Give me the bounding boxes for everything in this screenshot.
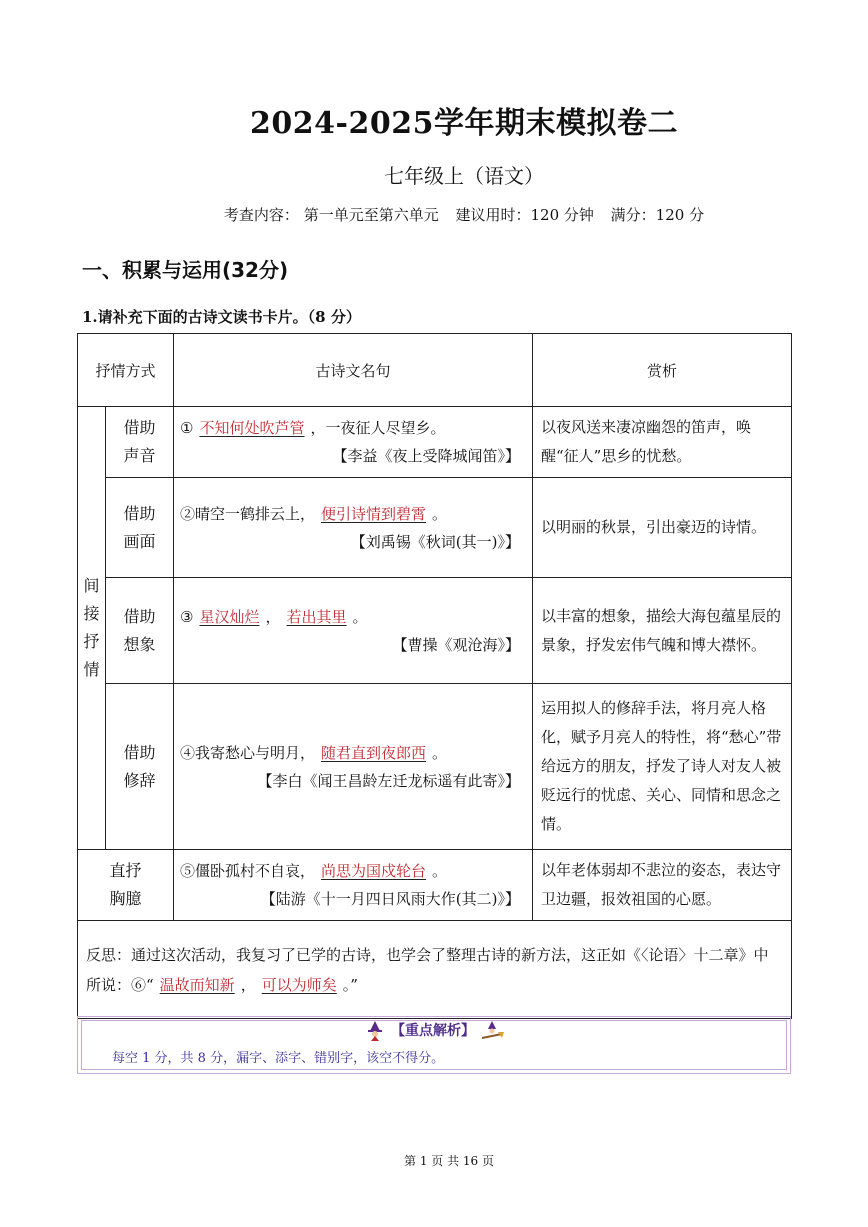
analysis-text: 每空 1 分，共 8 分，漏字、添字、错别字，该空不得分。 bbox=[112, 1051, 445, 1066]
exam-scope: 考查内容： 第一单元至第六单元 bbox=[223, 206, 439, 224]
question-1: 1.请补充下面的古诗文读书卡片。（8 分） bbox=[82, 308, 361, 326]
poem-source: 【刘禹锡《秋词(其一)》】 bbox=[350, 532, 521, 551]
poem-line: ① 不知何处吹芦管 ，一夜征人尽望乡。 bbox=[180, 419, 446, 437]
section-title: 一、积累与运用(32分) bbox=[82, 258, 289, 282]
answer-blank: 若出其里 bbox=[286, 607, 347, 626]
poem-cell bbox=[174, 850, 533, 921]
table-row bbox=[78, 407, 792, 478]
poem-cell bbox=[174, 407, 533, 478]
appreciation-cell: 以年老体弱却不悲泣的姿态，表达守卫边疆，报效祖国的心愿。 bbox=[533, 850, 792, 921]
analysis-box bbox=[77, 1016, 791, 1074]
answer-blank: 便引诗情到碧霄 bbox=[321, 504, 427, 523]
witch-icon bbox=[364, 1020, 386, 1042]
method-label: 直抒 胸臆 bbox=[78, 850, 174, 921]
table-row bbox=[78, 850, 792, 921]
exam-subtitle: 七年级上（语文） bbox=[384, 164, 544, 188]
poem-line: ④我寄愁心与明月， 随君直到夜郎西 。 bbox=[180, 743, 448, 762]
page-footer: 第 1 页 共 16 页 bbox=[404, 1154, 494, 1168]
method-label: 借助 修辞 bbox=[106, 684, 174, 850]
exam-score: 满分：120 分 bbox=[610, 206, 705, 224]
answer-blank: 随君直到夜郎西 bbox=[321, 743, 427, 762]
method-label: 借助 声音 bbox=[106, 407, 174, 478]
poem-source: 【曹操《观沧海》】 bbox=[392, 635, 521, 654]
poem-cell bbox=[174, 478, 533, 578]
header-appreciation: 赏析 bbox=[533, 334, 792, 407]
method-label: 借助 画面 bbox=[106, 478, 174, 578]
header-lines: 古诗文名句 bbox=[174, 334, 533, 407]
appreciation-cell: 运用拟人的修辞手法，将月亮人格化，赋予月亮人的特性，将“愁心”带给远方的朋友，抒发了诗人对友人被贬远行的忧虑、关心、同情和思念之情。 bbox=[533, 684, 792, 850]
reflection-cell: 反思：通过这次活动，我复习了已学的古诗，也学会了整理古诗的新方法，这正如《〈论语〉十二章》中所说：⑥“ 温故而知新 ， 可以为师矣 。” bbox=[78, 921, 792, 1019]
answer-blank: 星汉灿烂 bbox=[199, 607, 260, 626]
header-method: 抒情方式 bbox=[78, 334, 174, 407]
analysis-title: 【重点解析】 bbox=[78, 1020, 790, 1042]
table-row bbox=[78, 578, 792, 684]
exam-time: 建议用时：120 分钟 bbox=[455, 206, 594, 224]
appreciation-cell: 以丰富的想象，描绘大海包蕴星辰的景象，抒发宏伟气魄和博大襟怀。 bbox=[533, 578, 792, 684]
table-header-row bbox=[78, 334, 792, 407]
appreciation-cell: 以明丽的秋景，引出豪迈的诗情。 bbox=[533, 478, 792, 578]
answer-blank: 不知何处吹芦管 bbox=[199, 419, 305, 437]
poem-source: 【陆游《十一月四日风雨大作(其二)》】 bbox=[260, 890, 521, 908]
indirect-group-label: 间 接 抒 情 bbox=[78, 407, 106, 850]
exam-title: 2024-2025学年期末模拟卷二 bbox=[250, 106, 678, 141]
table-row bbox=[78, 478, 792, 578]
poem-line: ②晴空一鹤排云上， 便引诗情到碧霄 。 bbox=[180, 504, 448, 523]
answer-blank: 尚思为国戍轮台 bbox=[321, 862, 427, 880]
answer-blank: 可以为师矣 bbox=[261, 975, 337, 994]
poem-source: 【李白《闻王昌龄左迁龙标遥有此寄》】 bbox=[257, 771, 521, 790]
poem-cell bbox=[174, 578, 533, 684]
poem-source: 【李益《夜上受降城闻笛》】 bbox=[332, 447, 521, 465]
poem-line: ⑤僵卧孤村不自哀， 尚思为国戍轮台 。 bbox=[180, 862, 448, 880]
poem-line: ③ 星汉灿烂 ， 若出其里 。 bbox=[180, 607, 368, 626]
reading-card-table bbox=[77, 333, 792, 1019]
exam-meta bbox=[0, 204, 868, 225]
appreciation-cell: 以夜风送来凄凉幽怨的笛声，唤醒“征人”思乡的忧愁。 bbox=[533, 407, 792, 478]
table-row bbox=[78, 684, 792, 850]
reflection-row bbox=[78, 921, 792, 1019]
answer-blank: 温故而知新 bbox=[159, 975, 235, 994]
poem-cell bbox=[174, 684, 533, 850]
broom-witch-icon bbox=[480, 1020, 504, 1042]
method-label: 借助 想象 bbox=[106, 578, 174, 684]
